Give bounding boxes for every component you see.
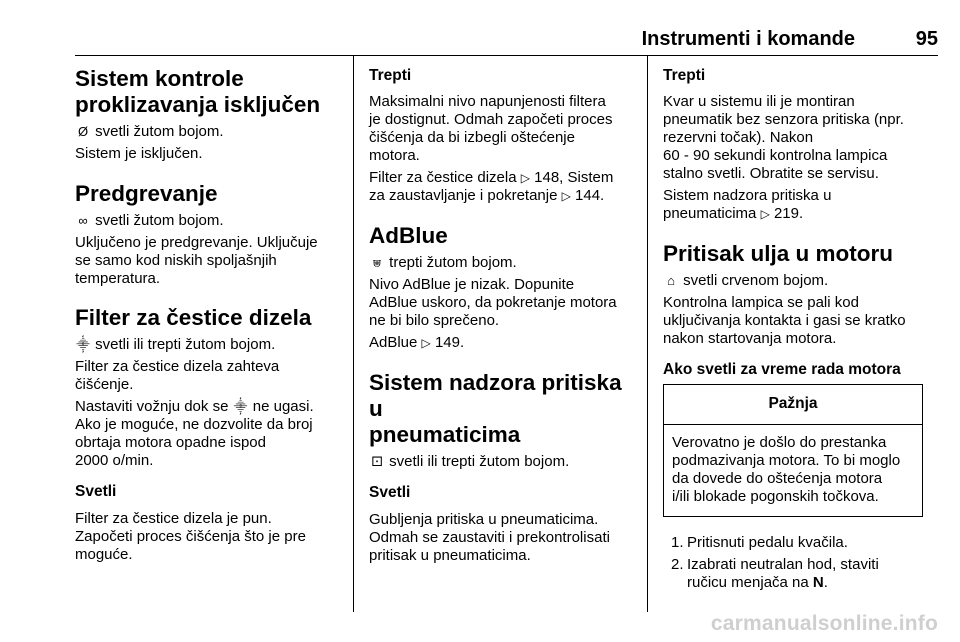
heading-traction-control-off: Sistem kontrole proklizavanja isključen <box>75 66 321 117</box>
text: Filter za čestice dizela je pun. Započeti proces čišćenja što je pre moguće. <box>75 510 306 563</box>
heading-if-lit-while-running: Ako svetli za vreme rada motora <box>663 361 901 378</box>
heading-engine-oil-pressure: Pritisak ulja u motoru <box>663 241 894 266</box>
column-divider-1 <box>353 56 354 612</box>
ref-arrow-icon[interactable]: ▷ <box>561 189 571 203</box>
diesel-particle-filter-icon: ⸎ <box>76 337 90 352</box>
list-item: 1. Pritisnuti pedalu kvačila. <box>671 534 848 551</box>
heading-lit: Svetli <box>369 484 411 501</box>
diesel-particle-filter-icon: ⸎ <box>233 399 248 414</box>
caution-box-text: Verovatno je došlo do prestanka podmazivanja motora. To bi moglo da dovede do oštećenja motora i/ili blokade pogonskih točkova. <box>672 434 901 505</box>
text: Gubljenja pritiska u pneumaticima. Odmah se zaustaviti i prekontrolisati pritisak u pneumaticima. <box>369 511 610 564</box>
page-number: 95 <box>915 28 938 50</box>
tire-pressure-icon: ⚀ <box>371 454 383 469</box>
oil-can-icon: ⌂ <box>667 273 675 288</box>
text: Filter za čestice dizela ▷ 148, Sistem za zaustavljanje i pokretanje ▷ 144. <box>369 169 614 204</box>
column-3: Trepti Kvar u sistemu ili je montiran pneumatik bez senzora pritiska (npr. rezervni točak). Nakon 60 - 90 sekundi kontrolna lampica stalno svetli. Obratite se servisu. Sistem nadzora pritiska u pneumaticima ▷ 219. Pritisak ulja u motoru ⌂ svetli crvenom bojom. Kontrolna lampica se pali kod uključivanja kontakta i gasi se kratko nakon startovanja motora. Ako svetli za vreme rada motora Pažnja Verovatno je došlo do prestanka podmazivanja motora. To bi moglo da dovede do oštećenja motora i/ili blokade pogonskih točkova. 1. Pritisnuti pedalu kvačila. 2. Izabrati neutralan hod, staviti ručicu menjača na N. <box>663 56 925 592</box>
caution-box-title: Pažnja <box>664 385 922 425</box>
text: Nivo AdBlue je nizak. Dopunite AdBlue uskoro, da pokretanje motora ne bi bilo sprečeno. <box>369 276 617 329</box>
watermark: carmanualsonline.info <box>710 612 938 635</box>
heading-lit: Svetli <box>75 483 117 500</box>
caution-box <box>663 384 923 517</box>
column-divider-2 <box>647 56 648 612</box>
heading-adblue: AdBlue <box>369 223 448 248</box>
heading-flashing: Trepti <box>663 67 706 84</box>
header-title: Instrumenti i komande <box>641 28 855 50</box>
text: Kvar u sistemu ili je montiran pneumatik bez senzora pritiska (npr. rezervni točak). Nakon 60 - 90 sekundi kontrolna lampica stalno svetli. Obratite se servisu. <box>663 93 904 182</box>
heading-diesel-particle-filter: Filter za čestice dizela <box>75 305 312 330</box>
ref-arrow-icon[interactable]: ▷ <box>421 336 431 350</box>
text: Maksimalni nivo napunjenosti filtera je dostignut. Odmah započeti proces čišćenja da bi izbegli oštećenje motora. <box>369 93 613 164</box>
column-1: Sistem kontrole proklizavanja isključen Ø svetli žutom bojom. Sistem je isključen. Predgrevanje ∞ svetli žutom bojom. Uključeno je predgrevanje. Uključuje se samo kod niskih spoljašnjih temperatura. Filter za čestice dizela ⸎ svetli ili trepti žutom bojom. Filter za čestice dizela zahteva čišćenje. Nastaviti vožnju dok se ⸎ ne ugasi. Ako je moguće, ne dozvolite da broj obrtaja motora opadne ispod 2000 o/min. Svetli Filter za čestice dizela je pun. Započeti proces čišćenja što je pre moguće. <box>75 56 337 564</box>
traction-control-off-icon: Ø <box>77 124 89 139</box>
list-item: 2. Izabrati neutralan hod, staviti ručicu menjača na N. <box>671 556 879 591</box>
ref-arrow-icon[interactable]: ▷ <box>520 171 530 185</box>
heading-tire-pressure-monitoring: Sistem nadzora pritiska u pneumaticima <box>369 370 622 447</box>
column-2: Trepti Maksimalni nivo napunjenosti filtera je dostignut. Odmah započeti proces čišćenja da bi izbegli oštećenje motora. Filter za čestice dizela ▷ 148, Sistem za zaustavljanje i pokretanje ▷ 144. AdBlue ⩐ trepti žutom bojom. Nivo AdBlue je nizak. Dopunite AdBlue uskoro, da pokretanje motora ne bi bilo sprečeno. AdBlue ▷ 149. Sistem nadzora pritiska u pneumaticima ⚀ svetli ili trepti žutom bojom. Svetli Gubljenja pritiska u pneumaticima. Odmah se zaustaviti i prekontrolisati pritisak u pneumaticima. <box>369 56 634 565</box>
text: Kontrolna lampica se pali kod uključivanja kontakta i gasi se kratko nakon startovanja motora. <box>663 294 906 347</box>
text: Nastaviti vožnju dok se ⸎ ne ugasi. Ako je moguće, ne dozvolite da broj obrtaja motora opadne ispod 2000 o/min. <box>75 398 314 469</box>
text: AdBlue ▷ 149. <box>369 334 465 351</box>
text: Uključeno je predgrevanje. Uključuje se samo kod niskih spoljašnjih temperatura. <box>75 234 318 287</box>
page-header <box>0 20 938 54</box>
text: Sistem nadzora pritiska u pneumaticima ▷ 219. <box>663 187 832 222</box>
text: Sistem je isključen. <box>75 145 203 162</box>
heading-flashing: Trepti <box>369 67 412 84</box>
heading-preheating: Predgrevanje <box>75 181 218 206</box>
adblue-icon: ⩐ <box>372 255 382 270</box>
text: Filter za čestice dizela zahteva čišćenje. <box>75 358 280 393</box>
ref-arrow-icon[interactable]: ▷ <box>760 207 770 221</box>
glow-plug-icon: ∞ <box>78 213 88 228</box>
